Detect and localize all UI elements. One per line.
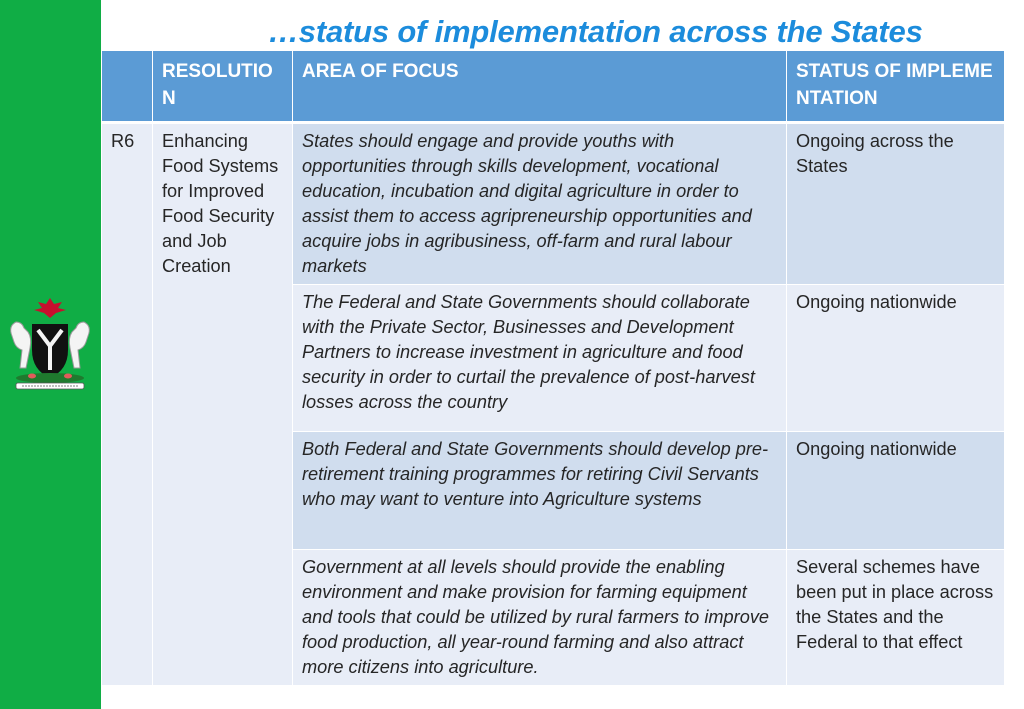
header-status: STATUS OF IMPLEMENTATION: [787, 51, 1005, 123]
table-row: [102, 123, 1005, 285]
table-header-row: [102, 51, 1005, 123]
page-title: …status of implementation across the States: [268, 14, 923, 49]
status-cell: Several schemes have been put in place across the States and the Federal to that effect: [787, 550, 1005, 686]
header-resolution: RESOLUTION: [153, 51, 293, 123]
status-cell: Ongoing across the States: [787, 123, 1005, 285]
resolution-id: R6: [102, 123, 153, 686]
area-of-focus-cell: Government at all levels should provide the enabling environment and make provision for farming equipment and tools that could be utilized by rural farmers to improve food production, all year-round farming and also attract more citizens into agriculture.: [293, 550, 787, 686]
area-of-focus-cell: Both Federal and State Governments should develop pre-retirement training programmes for retiring Civil Servants who may want to venture into Agriculture systems: [293, 432, 787, 550]
implementation-table: [101, 51, 1005, 686]
header-id: [102, 51, 153, 123]
status-cell: Ongoing nationwide: [787, 285, 1005, 432]
header-area-of-focus: AREA OF FOCUS: [293, 51, 787, 123]
status-cell: Ongoing nationwide: [787, 432, 1005, 550]
coat-of-arms-icon: [2, 292, 98, 392]
area-of-focus-cell: States should engage and provide youths with opportunities through skills development, vocational education, incubation and digital agriculture in order to assist them to access agripreneurship opportunities and acquire jobs in agribusiness, off-farm and rural labour markets: [293, 123, 787, 285]
resolution-text: Enhancing Food Systems for Improved Food Security and Job Creation: [153, 123, 293, 686]
area-of-focus-cell: The Federal and State Governments should collaborate with the Private Sector, Businesses and Development Partners to increase investment in agriculture and food security in order to curtail the prevalence of post-harvest losses across the country: [293, 285, 787, 432]
